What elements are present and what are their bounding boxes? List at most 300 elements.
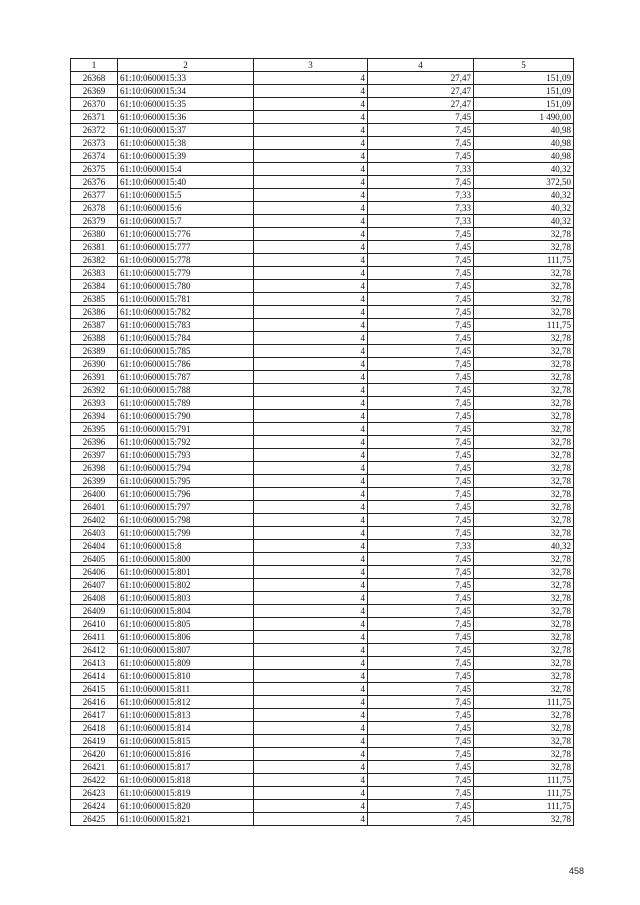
row-number-cell: 26407 xyxy=(71,579,118,592)
table-row xyxy=(71,475,574,488)
column-3-cell: 4 xyxy=(254,423,368,436)
row-number-cell: 26369 xyxy=(71,85,118,98)
row-number-cell: 26405 xyxy=(71,553,118,566)
row-number-cell: 26416 xyxy=(71,696,118,709)
column-5-cell: 40,98 xyxy=(474,150,574,163)
table-row xyxy=(71,800,574,813)
column-5-cell: 32,78 xyxy=(474,306,574,319)
row-number-cell: 26385 xyxy=(71,293,118,306)
cadastral-number-cell: 61:10:0600015:797 xyxy=(118,501,254,514)
column-5-cell: 32,78 xyxy=(474,748,574,761)
row-number-cell: 26421 xyxy=(71,761,118,774)
cadastral-number-cell: 61:10:0600015:821 xyxy=(118,813,254,826)
table-row xyxy=(71,293,574,306)
column-5-cell: 32,78 xyxy=(474,488,574,501)
column-5-cell: 32,78 xyxy=(474,449,574,462)
row-number-cell: 26397 xyxy=(71,449,118,462)
column-5-cell: 32,78 xyxy=(474,566,574,579)
cadastral-number-cell: 61:10:0600015:800 xyxy=(118,553,254,566)
column-3-cell: 4 xyxy=(254,397,368,410)
column-3-cell: 4 xyxy=(254,566,368,579)
column-4-cell: 7,33 xyxy=(368,215,474,228)
column-4-cell: 7,45 xyxy=(368,488,474,501)
cadastral-number-cell: 61:10:0600015:779 xyxy=(118,267,254,280)
cadastral-number-cell: 61:10:0600015:36 xyxy=(118,111,254,124)
table-row xyxy=(71,722,574,735)
column-4-cell: 7,45 xyxy=(368,813,474,826)
column-4-cell: 27,47 xyxy=(368,85,474,98)
column-3-cell: 4 xyxy=(254,553,368,566)
cadastral-number-cell: 61:10:0600015:786 xyxy=(118,358,254,371)
column-4-cell: 7,45 xyxy=(368,787,474,800)
table-row xyxy=(71,72,574,85)
table-row xyxy=(71,618,574,631)
row-number-cell: 26404 xyxy=(71,540,118,553)
cadastral-number-cell: 61:10:0600015:812 xyxy=(118,696,254,709)
table-row xyxy=(71,657,574,670)
column-4-cell: 7,45 xyxy=(368,618,474,631)
row-number-cell: 26374 xyxy=(71,150,118,163)
cadastral-number-cell: 61:10:0600015:810 xyxy=(118,670,254,683)
table-row xyxy=(71,514,574,527)
row-number-cell: 26402 xyxy=(71,514,118,527)
row-number-cell: 26394 xyxy=(71,410,118,423)
column-4-cell: 7,45 xyxy=(368,111,474,124)
table-row xyxy=(71,566,574,579)
table-row xyxy=(71,241,574,254)
column-5-cell: 40,32 xyxy=(474,163,574,176)
row-number-cell: 26417 xyxy=(71,709,118,722)
column-3-cell: 4 xyxy=(254,293,368,306)
row-number-cell: 26413 xyxy=(71,657,118,670)
column-3-cell: 4 xyxy=(254,657,368,670)
column-5-cell: 151,09 xyxy=(474,98,574,111)
column-5-cell: 32,78 xyxy=(474,605,574,618)
column-3-cell: 4 xyxy=(254,722,368,735)
cadastral-number-cell: 61:10:0600015:40 xyxy=(118,176,254,189)
cadastral-number-cell: 61:10:0600015:782 xyxy=(118,306,254,319)
table-row xyxy=(71,384,574,397)
column-4-cell: 7,33 xyxy=(368,163,474,176)
cadastral-number-cell: 61:10:0600015:795 xyxy=(118,475,254,488)
table-row xyxy=(71,761,574,774)
column-4-cell: 27,47 xyxy=(368,72,474,85)
column-4-cell: 7,45 xyxy=(368,254,474,267)
column-3-cell: 4 xyxy=(254,345,368,358)
table-row xyxy=(71,436,574,449)
column-3-cell: 4 xyxy=(254,410,368,423)
row-number-cell: 26423 xyxy=(71,787,118,800)
row-number-cell: 26368 xyxy=(71,72,118,85)
row-number-cell: 26387 xyxy=(71,319,118,332)
column-4-cell: 7,45 xyxy=(368,748,474,761)
column-4-cell: 7,45 xyxy=(368,397,474,410)
column-5-cell: 111,75 xyxy=(474,800,574,813)
row-number-cell: 26375 xyxy=(71,163,118,176)
column-5-cell: 32,78 xyxy=(474,384,574,397)
row-number-cell: 26406 xyxy=(71,566,118,579)
row-number-cell: 26420 xyxy=(71,748,118,761)
table-row xyxy=(71,605,574,618)
column-3-cell: 4 xyxy=(254,163,368,176)
column-4-cell: 7,45 xyxy=(368,553,474,566)
column-3-cell: 4 xyxy=(254,202,368,215)
column-5-cell: 32,78 xyxy=(474,410,574,423)
table-row xyxy=(71,488,574,501)
table-row xyxy=(71,683,574,696)
cadastral-number-cell: 61:10:0600015:791 xyxy=(118,423,254,436)
column-5-cell: 32,78 xyxy=(474,436,574,449)
column-4-cell: 7,45 xyxy=(368,774,474,787)
table-body xyxy=(71,72,574,826)
column-5-cell: 32,78 xyxy=(474,280,574,293)
page-number: 458 xyxy=(568,866,584,876)
column-5-cell: 372,50 xyxy=(474,176,574,189)
table-row xyxy=(71,98,574,111)
column-5-cell: 32,78 xyxy=(474,462,574,475)
column-5-cell: 32,78 xyxy=(474,423,574,436)
column-5-cell: 40,32 xyxy=(474,189,574,202)
column-4-cell: 7,45 xyxy=(368,566,474,579)
table-row xyxy=(71,709,574,722)
cadastral-number-cell: 61:10:0600015:814 xyxy=(118,722,254,735)
column-5-cell: 32,78 xyxy=(474,553,574,566)
table-row xyxy=(71,202,574,215)
cadastral-number-cell: 61:10:0600015:792 xyxy=(118,436,254,449)
row-number-cell: 26400 xyxy=(71,488,118,501)
cadastral-number-cell: 61:10:0600015:5 xyxy=(118,189,254,202)
column-header-3: 3 xyxy=(254,59,368,72)
cadastral-number-cell: 61:10:0600015:809 xyxy=(118,657,254,670)
table-row xyxy=(71,449,574,462)
column-header-2: 2 xyxy=(118,59,254,72)
table-header xyxy=(71,59,574,72)
column-5-cell: 32,78 xyxy=(474,501,574,514)
column-5-cell: 40,32 xyxy=(474,540,574,553)
row-number-cell: 26373 xyxy=(71,137,118,150)
column-4-cell: 7,45 xyxy=(368,332,474,345)
row-number-cell: 26370 xyxy=(71,98,118,111)
column-4-cell: 7,45 xyxy=(368,800,474,813)
column-3-cell: 4 xyxy=(254,787,368,800)
data-table xyxy=(70,58,574,826)
column-3-cell: 4 xyxy=(254,72,368,85)
column-4-cell: 7,45 xyxy=(368,280,474,293)
row-number-cell: 26396 xyxy=(71,436,118,449)
row-number-cell: 26414 xyxy=(71,670,118,683)
column-4-cell: 7,45 xyxy=(368,176,474,189)
cadastral-number-cell: 61:10:0600015:39 xyxy=(118,150,254,163)
cadastral-number-cell: 61:10:0600015:806 xyxy=(118,631,254,644)
cadastral-number-cell: 61:10:0600015:815 xyxy=(118,735,254,748)
column-3-cell: 4 xyxy=(254,709,368,722)
column-5-cell: 151,09 xyxy=(474,72,574,85)
cadastral-number-cell: 61:10:0600015:794 xyxy=(118,462,254,475)
row-number-cell: 26392 xyxy=(71,384,118,397)
cadastral-number-cell: 61:10:0600015:781 xyxy=(118,293,254,306)
row-number-cell: 26415 xyxy=(71,683,118,696)
column-4-cell: 7,33 xyxy=(368,202,474,215)
column-3-cell: 4 xyxy=(254,644,368,657)
column-3-cell: 4 xyxy=(254,605,368,618)
column-3-cell: 4 xyxy=(254,475,368,488)
column-5-cell: 32,78 xyxy=(474,228,574,241)
column-5-cell: 32,78 xyxy=(474,631,574,644)
row-number-cell: 26381 xyxy=(71,241,118,254)
column-3-cell: 4 xyxy=(254,254,368,267)
column-5-cell: 40,98 xyxy=(474,137,574,150)
table-row xyxy=(71,397,574,410)
column-4-cell: 7,45 xyxy=(368,722,474,735)
table-row xyxy=(71,124,574,137)
column-3-cell: 4 xyxy=(254,748,368,761)
column-5-cell: 32,78 xyxy=(474,371,574,384)
row-number-cell: 26383 xyxy=(71,267,118,280)
table-row xyxy=(71,813,574,826)
table-row xyxy=(71,150,574,163)
column-4-cell: 7,45 xyxy=(368,475,474,488)
table-row xyxy=(71,748,574,761)
cadastral-number-cell: 61:10:0600015:799 xyxy=(118,527,254,540)
cadastral-number-cell: 61:10:0600015:790 xyxy=(118,410,254,423)
cadastral-number-cell: 61:10:0600015:793 xyxy=(118,449,254,462)
row-number-cell: 26382 xyxy=(71,254,118,267)
column-3-cell: 4 xyxy=(254,696,368,709)
column-4-cell: 7,45 xyxy=(368,124,474,137)
table-row xyxy=(71,527,574,540)
table-row xyxy=(71,345,574,358)
column-4-cell: 7,45 xyxy=(368,267,474,280)
column-5-cell: 32,78 xyxy=(474,644,574,657)
column-4-cell: 7,33 xyxy=(368,189,474,202)
column-5-cell: 40,32 xyxy=(474,202,574,215)
cadastral-number-cell: 61:10:0600015:811 xyxy=(118,683,254,696)
header-row xyxy=(71,59,574,72)
row-number-cell: 26412 xyxy=(71,644,118,657)
column-3-cell: 4 xyxy=(254,306,368,319)
cadastral-number-cell: 61:10:0600015:780 xyxy=(118,280,254,293)
column-5-cell: 32,78 xyxy=(474,683,574,696)
column-4-cell: 7,45 xyxy=(368,709,474,722)
column-4-cell: 7,45 xyxy=(368,410,474,423)
table-row xyxy=(71,423,574,436)
row-number-cell: 26401 xyxy=(71,501,118,514)
row-number-cell: 26408 xyxy=(71,592,118,605)
cadastral-number-cell: 61:10:0600015:33 xyxy=(118,72,254,85)
column-3-cell: 4 xyxy=(254,124,368,137)
table-row xyxy=(71,306,574,319)
column-4-cell: 7,45 xyxy=(368,345,474,358)
row-number-cell: 26393 xyxy=(71,397,118,410)
row-number-cell: 26398 xyxy=(71,462,118,475)
table-row xyxy=(71,553,574,566)
row-number-cell: 26384 xyxy=(71,280,118,293)
column-3-cell: 4 xyxy=(254,527,368,540)
column-4-cell: 7,45 xyxy=(368,514,474,527)
table-row xyxy=(71,137,574,150)
cadastral-number-cell: 61:10:0600015:7 xyxy=(118,215,254,228)
column-3-cell: 4 xyxy=(254,514,368,527)
column-5-cell: 32,78 xyxy=(474,722,574,735)
column-3-cell: 4 xyxy=(254,800,368,813)
row-number-cell: 26399 xyxy=(71,475,118,488)
column-5-cell: 111,75 xyxy=(474,254,574,267)
row-number-cell: 26372 xyxy=(71,124,118,137)
column-4-cell: 7,45 xyxy=(368,384,474,397)
row-number-cell: 26390 xyxy=(71,358,118,371)
column-3-cell: 4 xyxy=(254,319,368,332)
row-number-cell: 26377 xyxy=(71,189,118,202)
column-4-cell: 7,45 xyxy=(368,423,474,436)
cadastral-number-cell: 61:10:0600015:805 xyxy=(118,618,254,631)
column-4-cell: 7,45 xyxy=(368,241,474,254)
row-number-cell: 26391 xyxy=(71,371,118,384)
column-5-cell: 32,78 xyxy=(474,657,574,670)
column-5-cell: 32,78 xyxy=(474,397,574,410)
column-3-cell: 4 xyxy=(254,618,368,631)
table-row xyxy=(71,592,574,605)
column-3-cell: 4 xyxy=(254,267,368,280)
row-number-cell: 26379 xyxy=(71,215,118,228)
table-row xyxy=(71,85,574,98)
cadastral-number-cell: 61:10:0600015:817 xyxy=(118,761,254,774)
column-3-cell: 4 xyxy=(254,774,368,787)
row-number-cell: 26411 xyxy=(71,631,118,644)
column-5-cell: 32,78 xyxy=(474,579,574,592)
column-5-cell: 32,78 xyxy=(474,345,574,358)
column-4-cell: 7,45 xyxy=(368,579,474,592)
column-5-cell: 111,75 xyxy=(474,774,574,787)
cadastral-number-cell: 61:10:0600015:818 xyxy=(118,774,254,787)
column-3-cell: 4 xyxy=(254,488,368,501)
column-5-cell: 32,78 xyxy=(474,735,574,748)
column-3-cell: 4 xyxy=(254,579,368,592)
column-3-cell: 4 xyxy=(254,150,368,163)
cadastral-number-cell: 61:10:0600015:8 xyxy=(118,540,254,553)
cadastral-number-cell: 61:10:0600015:38 xyxy=(118,137,254,150)
column-header-5: 5 xyxy=(474,59,574,72)
table-row xyxy=(71,462,574,475)
column-3-cell: 4 xyxy=(254,371,368,384)
column-3-cell: 4 xyxy=(254,111,368,124)
row-number-cell: 26418 xyxy=(71,722,118,735)
cadastral-number-cell: 61:10:0600015:807 xyxy=(118,644,254,657)
table-row xyxy=(71,631,574,644)
cadastral-number-cell: 61:10:0600015:778 xyxy=(118,254,254,267)
row-number-cell: 26395 xyxy=(71,423,118,436)
column-3-cell: 4 xyxy=(254,228,368,241)
column-4-cell: 7,45 xyxy=(368,631,474,644)
column-3-cell: 4 xyxy=(254,332,368,345)
column-3-cell: 4 xyxy=(254,813,368,826)
row-number-cell: 26422 xyxy=(71,774,118,787)
column-4-cell: 7,45 xyxy=(368,735,474,748)
cadastral-number-cell: 61:10:0600015:802 xyxy=(118,579,254,592)
column-3-cell: 4 xyxy=(254,85,368,98)
column-4-cell: 7,45 xyxy=(368,228,474,241)
column-3-cell: 4 xyxy=(254,761,368,774)
column-5-cell: 32,78 xyxy=(474,527,574,540)
column-5-cell: 111,75 xyxy=(474,787,574,800)
table-row xyxy=(71,696,574,709)
table-row xyxy=(71,319,574,332)
table-row xyxy=(71,215,574,228)
cadastral-number-cell: 61:10:0600015:798 xyxy=(118,514,254,527)
cadastral-number-cell: 61:10:0600015:816 xyxy=(118,748,254,761)
column-5-cell: 32,78 xyxy=(474,332,574,345)
cadastral-number-cell: 61:10:0600015:776 xyxy=(118,228,254,241)
table-row xyxy=(71,267,574,280)
column-4-cell: 7,45 xyxy=(368,462,474,475)
row-number-cell: 26386 xyxy=(71,306,118,319)
column-3-cell: 4 xyxy=(254,735,368,748)
column-4-cell: 7,45 xyxy=(368,137,474,150)
row-number-cell: 26388 xyxy=(71,332,118,345)
cadastral-number-cell: 61:10:0600015:788 xyxy=(118,384,254,397)
row-number-cell: 26371 xyxy=(71,111,118,124)
table-row xyxy=(71,163,574,176)
column-3-cell: 4 xyxy=(254,358,368,371)
table-row xyxy=(71,358,574,371)
column-3-cell: 4 xyxy=(254,137,368,150)
row-number-cell: 26409 xyxy=(71,605,118,618)
column-5-cell: 40,98 xyxy=(474,124,574,137)
column-4-cell: 7,45 xyxy=(368,436,474,449)
table-row xyxy=(71,501,574,514)
column-4-cell: 7,33 xyxy=(368,540,474,553)
cadastral-number-cell: 61:10:0600015:803 xyxy=(118,592,254,605)
column-3-cell: 4 xyxy=(254,215,368,228)
table-row xyxy=(71,254,574,267)
column-5-cell: 32,78 xyxy=(474,592,574,605)
column-5-cell: 32,78 xyxy=(474,618,574,631)
table-row xyxy=(71,670,574,683)
column-3-cell: 4 xyxy=(254,631,368,644)
column-5-cell: 151,09 xyxy=(474,85,574,98)
table-row xyxy=(71,280,574,293)
column-3-cell: 4 xyxy=(254,384,368,397)
table-row xyxy=(71,774,574,787)
column-4-cell: 7,45 xyxy=(368,605,474,618)
row-number-cell: 26389 xyxy=(71,345,118,358)
cadastral-number-cell: 61:10:0600015:784 xyxy=(118,332,254,345)
column-3-cell: 4 xyxy=(254,683,368,696)
cadastral-number-cell: 61:10:0600015:34 xyxy=(118,85,254,98)
column-5-cell: 32,78 xyxy=(474,241,574,254)
column-4-cell: 7,45 xyxy=(368,293,474,306)
column-3-cell: 4 xyxy=(254,501,368,514)
column-5-cell: 32,78 xyxy=(474,514,574,527)
column-5-cell: 32,78 xyxy=(474,709,574,722)
cadastral-number-cell: 61:10:0600015:787 xyxy=(118,371,254,384)
cadastral-number-cell: 61:10:0600015:819 xyxy=(118,787,254,800)
cadastral-number-cell: 61:10:0600015:785 xyxy=(118,345,254,358)
column-3-cell: 4 xyxy=(254,280,368,293)
table-row xyxy=(71,189,574,202)
table-row xyxy=(71,787,574,800)
cadastral-number-cell: 61:10:0600015:789 xyxy=(118,397,254,410)
column-5-cell: 111,75 xyxy=(474,696,574,709)
column-4-cell: 7,45 xyxy=(368,527,474,540)
column-5-cell: 111,75 xyxy=(474,319,574,332)
column-4-cell: 7,45 xyxy=(368,644,474,657)
column-3-cell: 4 xyxy=(254,449,368,462)
column-3-cell: 4 xyxy=(254,592,368,605)
table-row xyxy=(71,332,574,345)
cadastral-number-cell: 61:10:0600015:4 xyxy=(118,163,254,176)
table-row xyxy=(71,111,574,124)
column-4-cell: 7,45 xyxy=(368,761,474,774)
